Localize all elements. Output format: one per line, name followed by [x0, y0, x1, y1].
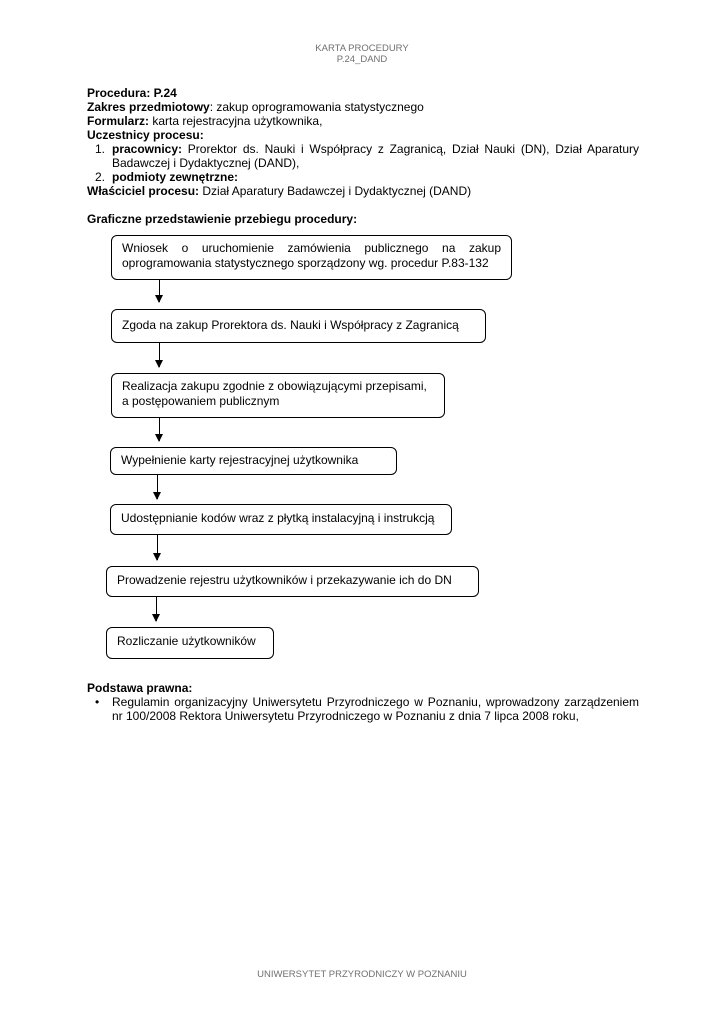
- procedure-label: Procedura: P.24: [87, 86, 177, 100]
- participant-label: pracownicy:: [112, 142, 183, 156]
- flow-arrow: [157, 535, 158, 560]
- flow-step: Wniosek o uruchomienie zamówienia publicznego na zakup oprogramowania statystycznego sporządzony wg. procedur P.83-132: [111, 235, 512, 280]
- flowchart-title: Graficzne przedstawienie przebiegu procedury:: [87, 212, 358, 226]
- flow-step: Prowadzenie rejestru użytkowników i przekazywanie ich do DN: [106, 566, 479, 597]
- procedure-id: [87, 86, 639, 100]
- flow-step: Wypełnienie karty rejestracyjnej użytkownika: [110, 447, 397, 475]
- legal-basis: [87, 681, 639, 723]
- participant-value: Prorektor ds. Nauki i Współpracy z Zagranicą, Dział Nauki (DN), Dział Aparatury Badawczej i Dydaktycznej (DAND),: [112, 142, 639, 170]
- header-code: P.24_DAND: [336, 54, 388, 65]
- participant-number: 1.: [95, 142, 106, 156]
- owner-row: [87, 184, 639, 198]
- page-footer: UNIWERSYTET PRZYRODNICZY W POZNANIU: [257, 969, 467, 980]
- flow-arrow: [157, 475, 158, 499]
- participant-item: [87, 170, 639, 184]
- participants-label: Uczestnicy procesu:: [87, 128, 204, 142]
- flow-step: Realizacja zakupu zgodnie z obowiązującymi przepisami, a postępowaniem publicznym: [111, 373, 445, 418]
- legal-item: [87, 695, 639, 723]
- legal-title: [87, 681, 639, 695]
- flow-arrow: [159, 343, 160, 367]
- legal-item-text: Regulamin organizacyjny Uniwersytetu Przyrodniczego w Poznaniu, wprowadzony zarządzeniem nr 100/2008 Rektora Uniwersytetu Przyrodniczego w Poznaniu z dnia 7 lipca 2008 roku,: [112, 695, 639, 723]
- participant-number: 2.: [95, 170, 106, 184]
- flow-step: Rozliczanie użytkowników: [106, 627, 274, 659]
- scope-row: [87, 100, 639, 114]
- participants-heading: [87, 128, 639, 142]
- flow-arrow: [156, 597, 157, 621]
- page-header: [0, 43, 724, 65]
- flow-step: Zgoda na zakup Prorektora ds. Nauki i Współpracy z Zagranicą: [111, 309, 486, 343]
- form-label: Formularz:: [87, 114, 150, 128]
- scope-value: : zakup oprogramowania statystycznego: [209, 100, 424, 114]
- legal-title-text: Podstawa prawna:: [87, 681, 193, 695]
- flow-arrow: [159, 280, 160, 302]
- flow-step: Udostępnianie kodów wraz z płytką instalacyjną i instrukcją: [110, 504, 452, 535]
- form-value: karta rejestracyjna użytkownika,: [149, 114, 323, 128]
- procedure-info: [87, 86, 639, 198]
- header-title: KARTA PROCEDURY: [315, 43, 409, 54]
- flow-arrow: [159, 418, 160, 441]
- owner-label: Właściciel procesu:: [87, 184, 200, 198]
- owner-value: Dział Aparatury Badawczej i Dydaktycznej (DAND): [199, 184, 472, 198]
- scope-label: Zakres przedmiotowy: [87, 100, 210, 114]
- bullet-icon: •: [95, 695, 100, 709]
- participant-label: podmioty zewnętrzne:: [112, 170, 239, 184]
- form-row: [87, 114, 639, 128]
- participant-item: [87, 142, 639, 170]
